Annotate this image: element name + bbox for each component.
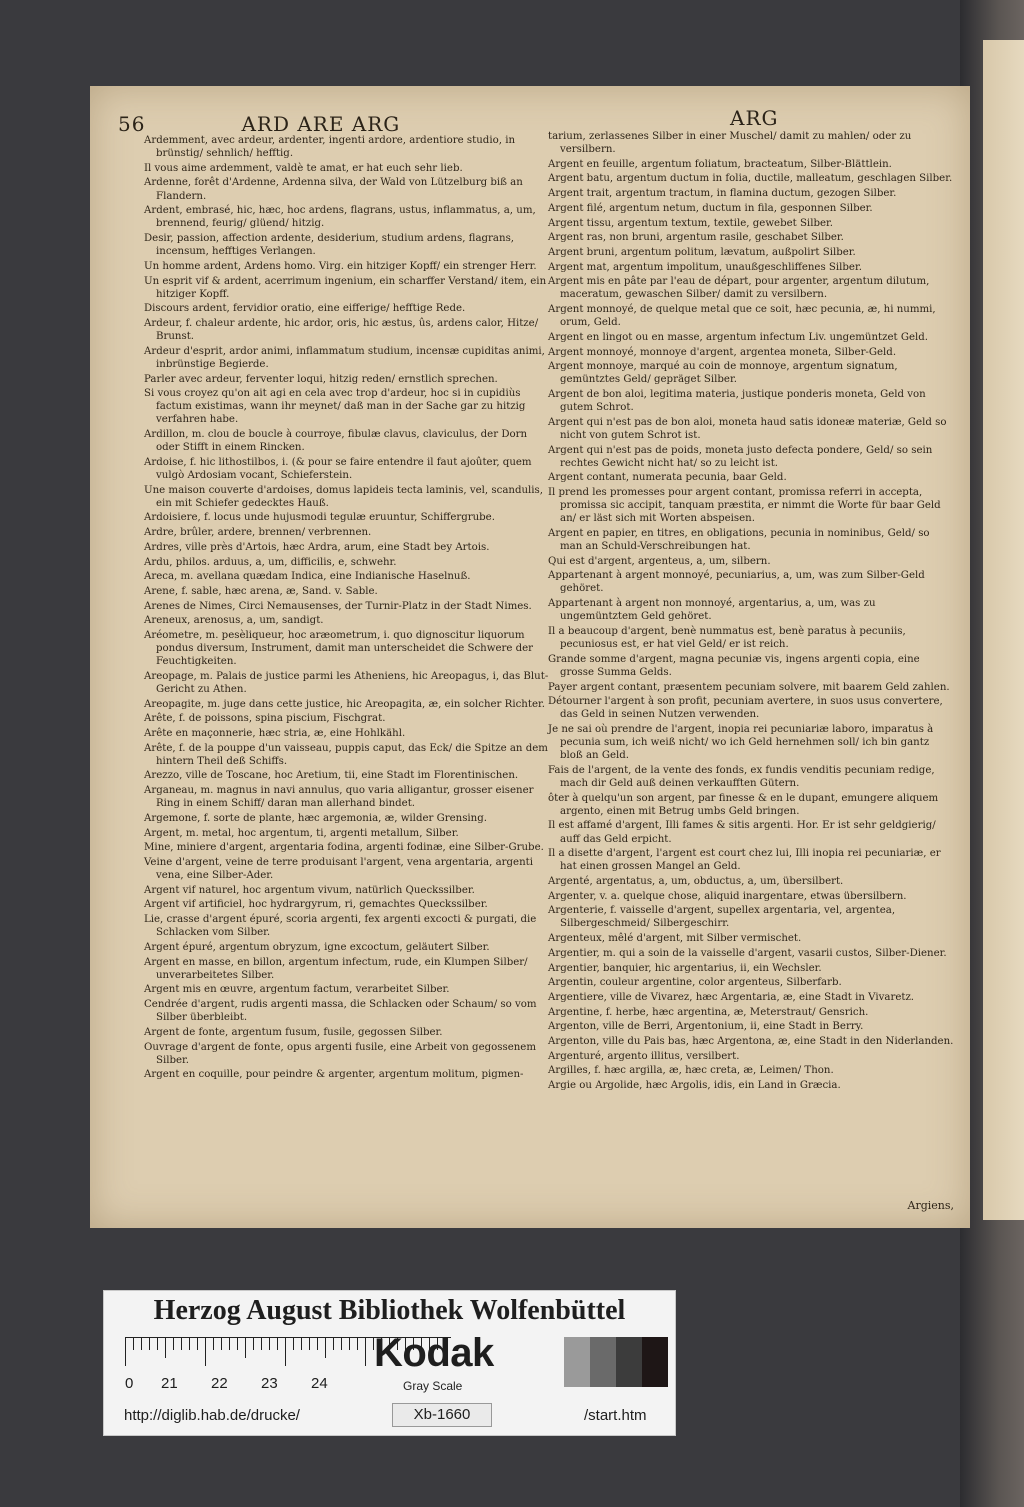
- dictionary-entry: Lie, crasse d'argent épuré, scoria argenti, fex argenti excocti & purgati, die Schlacken vom Silber.: [144, 914, 537, 939]
- dictionary-entry: Ardres, ville près d'Artois, hæc Ardra, arum, eine Stadt bey Artois.: [144, 541, 490, 553]
- ruler-tick: [189, 1338, 190, 1350]
- dictionary-entry: Areopagite, m. juge dans cette justice, hic Areopagita, æ, ein solcher Richter.: [144, 698, 545, 710]
- ruler-tick: [157, 1338, 158, 1350]
- dictionary-entry: Je ne sai où prendre de l'argent, inopia rei pecuniariæ laboro, imparatus à pecunia sum, ich weiß nicht/ wo ich Geld hernehmen soll/ ich bin gantz bloß an Geld.: [548, 723, 934, 762]
- ruler-label: 21: [161, 1375, 178, 1392]
- ruler-label: 0: [125, 1375, 134, 1392]
- ruler-tick: [365, 1338, 366, 1366]
- dictionary-entry: Ardu, philos. arduus, a, um, difficilis, e, schwehr.: [144, 556, 397, 568]
- dictionary-entry: Ouvrage d'argent de fonte, opus argenti fusile, eine Arbeit von gegossenem Silber.: [144, 1041, 536, 1066]
- ruler-tick: [245, 1338, 246, 1358]
- dictionary-entry: Ardenne, forêt d'Ardenne, Ardenna silva, der Wald von Lützelburg biß an Flandern.: [144, 177, 523, 202]
- ruler-tick: [181, 1338, 182, 1350]
- dictionary-entry: Argenton, ville de Berri, Argentonium, ii, eine Stadt in Berry.: [548, 1021, 864, 1033]
- ruler-tick: [237, 1338, 238, 1350]
- dictionary-entry: Argenturé, argento illitus, versilbert.: [548, 1050, 740, 1062]
- dictionary-entry: Arezzo, ville de Toscane, hoc Aretium, tii, eine Stadt im Florentinischen.: [144, 770, 519, 782]
- ruler-tick: [349, 1338, 350, 1350]
- dictionary-entry: Argent filé, argentum netum, ductum in fila, gesponnen Silber.: [548, 202, 873, 214]
- dictionary-entry: Areca, m. avellana quædam Indica, eine Indianische Haselnuß.: [144, 571, 471, 583]
- dictionary-entry: Argent tissu, argentum textum, textile, gewebet Silber.: [548, 217, 833, 229]
- dictionary-entry: Arête en maçonnerie, hæc stria, æ, eine Hohlkähl.: [144, 727, 406, 739]
- dictionary-entry: Parler avec ardeur, ferventer loqui, hitzig reden/ ernstlich sprechen.: [144, 373, 498, 385]
- ruler-tick: [277, 1338, 278, 1350]
- dictionary-entry: Aréometre, m. pesèliqueur, hoc aræometrum, i. quo dignoscitur liquorum pondus diversum, Instrument, damit man unterscheidet die Schwere der Feuchtigkeiten.: [144, 629, 534, 668]
- dictionary-entry: Cendrée d'argent, rudis argenti massa, die Schlacken oder Schaum/ so vom Silber überbleibt.: [144, 999, 537, 1024]
- dictionary-entry: Argent monnoyé, de quelque metal que ce soit, hæc pecunia, æ, hi nummi, orum, Geld.: [548, 304, 936, 329]
- dictionary-entry: Argilles, f. hæc argilla, æ, hæc creta, æ, Leimen/ Thon.: [548, 1065, 834, 1077]
- dictionary-entry: Il vous aime ardemment, valdè te amat, er hat euch sehr lieb.: [144, 162, 463, 174]
- dictionary-entry: Argent en papier, en titres, en obligations, pecunia in nominibus, Geld/ so man an Schuld-Verschreibungen hat.: [548, 527, 930, 552]
- dictionary-entry: Argent épuré, argentum obryzum, igne excoctum, geläutert Silber.: [144, 941, 490, 953]
- dictionary-entry: Argenton, ville du Pais bas, hæc Argentona, æ, eine Stadt in den Niderlanden.: [548, 1035, 954, 1047]
- dictionary-entry: Argentiere, ville de Vivarez, hæc Argentaria, æ, eine Stadt in Vivaretz.: [548, 991, 915, 1003]
- dictionary-entry: Argent de fonte, argentum fusum, fusile, gegossen Silber.: [144, 1026, 443, 1038]
- dictionary-entry: Ardent, embrasé, hic, hæc, hoc ardens, flagrans, ustus, inflammatus, a, um, brennend, feurig/ glüend/ hitzig.: [144, 205, 536, 230]
- ruler-label: 22: [211, 1375, 228, 1392]
- ruler-tick: [173, 1338, 174, 1350]
- dictionary-entry: Arête, f. de poissons, spina piscium, Fischgrat.: [144, 713, 386, 725]
- dictionary-entry: Argent mis en œuvre, argentum factum, verarbeitet Silber.: [144, 984, 450, 996]
- dictionary-entry: Areneux, arenosus, a, um, sandigt.: [144, 615, 324, 627]
- ruler-tick: [165, 1338, 166, 1358]
- dictionary-entry: Un esprit vif & ardent, acerrimum ingenium, ein scharffer Verstand/ item, ein hitziger Kopff.: [144, 275, 547, 300]
- ruler-label: 24: [311, 1375, 328, 1392]
- adjacent-page-edge: [983, 40, 1024, 1220]
- gray-scale-label: Gray Scale: [403, 1379, 463, 1393]
- kodak-color-target: [103, 1290, 676, 1436]
- dictionary-entry: ôter à quelqu'un son argent, par finesse & en le dupant, emungere aliquem argento, einen mit Betrug umbs Geld bringen.: [548, 792, 939, 817]
- dictionary-entry: Argent en masse, en billon, argentum infectum, rude, ein Klumpen Silber/ unverarbeitetes Silber.: [144, 956, 528, 981]
- dictionary-entry: Ardoise, f. hic lithostilbos, i. (& pour se faire entendre il faut ajoûter, quem vulgò Ardosiam vocant, Schieferstein.: [144, 456, 532, 481]
- dictionary-entry: Discours ardent, fervidior oratio, eine eifferige/ hefftige Rede.: [144, 303, 466, 315]
- ruler-tick: [333, 1338, 334, 1350]
- ruler-tick: [261, 1338, 262, 1350]
- ruler-tick: [205, 1338, 206, 1366]
- head-left-text: ARD ARE ARG: [241, 112, 401, 136]
- book-page: [90, 86, 970, 1228]
- dictionary-entry: Argent vif naturel, hoc argentum vivum, natürlich Queckssilber.: [144, 884, 475, 896]
- kodak-logo: Kodak: [374, 1331, 494, 1375]
- dictionary-entry: Argentine, f. herbe, hæc argentina, æ, Meterstraut/ Gensrich.: [548, 1006, 869, 1018]
- dictionary-entry: Argentier, m. qui a soin de la vaisselle d'argent, vasarii custos, Silber-Diener.: [548, 947, 947, 959]
- dictionary-entry: Payer argent contant, præsentem pecuniam solvere, mit baarem Geld zahlen.: [548, 681, 950, 693]
- ruler-tick: [317, 1338, 318, 1350]
- dictionary-entry: Ardoisiere, f. locus unde hujusmodi tegulæ eruuntur, Schiffergrube.: [144, 512, 495, 524]
- dictionary-entry: Détourner l'argent à son profit, pecuniam avertere, in suos usus convertere, das Geld in seinen Nutzen verwenden.: [548, 696, 943, 721]
- dictionary-entry: Argenter, v. a. quelque chose, aliquid inargentare, etwas übersilbern.: [548, 890, 907, 902]
- dictionary-entry: Areopage, m. Palais de justice parmi les Atheniens, hic Areopagus, i, das Blut-Gericht zu Athen.: [144, 670, 549, 695]
- dictionary-entry: Une maison couverte d'ardoises, domus lapideis tecta laminis, vel, scandulis, ein mit Schiefer gedecktes Hauß.: [144, 484, 544, 509]
- dictionary-entry: Argent en coquille, pour peindre & argenter, argentum molitum, pigmen-: [144, 1069, 524, 1081]
- dictionary-entry: Un homme ardent, Ardens homo. Virg. ein hitziger Kopff/ ein strenger Herr.: [144, 260, 537, 272]
- gray-swatches: [564, 1337, 668, 1387]
- dictionary-entry: Il est affamé d'argent, Illi fames & sitis argenti. Hor. Er ist sehr geldgierig/ auff das Geld erpicht.: [548, 820, 936, 845]
- dictionary-entry: Grande somme d'argent, magna pecuniæ vis, ingens argenti copia, eine grosse Summa Gelds.: [548, 653, 920, 678]
- ruler-tick: [293, 1338, 294, 1350]
- ruler-tick: [133, 1338, 134, 1350]
- ruler-tick: [213, 1338, 214, 1350]
- ruler-tick: [221, 1338, 222, 1350]
- ruler-tick: [357, 1338, 358, 1350]
- dictionary-entry: Argentier, banquier, hic argentarius, ii, ein Wechsler.: [548, 962, 822, 974]
- gray-swatch: [616, 1337, 642, 1387]
- dictionary-entry: Argie ou Argolide, hæc Argolis, idis, ein Land in Græcia.: [548, 1080, 841, 1091]
- dictionary-entry: Argent, m. metal, hoc argentum, ti, argenti metallum, Silber.: [144, 827, 459, 839]
- dictionary-entry: Argent bruni, argentum politum, lævatum, außpolirt Silber.: [548, 246, 856, 258]
- dictionary-entry: Veine d'argent, veine de terre produisant l'argent, vena argentaria, argenti vena, eine Silber-Ader.: [144, 856, 533, 882]
- dictionary-entry: Argenterie, f. vaisselle d'argent, supellex argentaria, vel, argentea, Silbergeschmeid/ Silbergeschirr.: [548, 905, 896, 930]
- dictionary-entry: Il a disette d'argent, l'argent est court chez lui, Illi inopia rei pecuniariæ, er hat einen grossen Mangel an Geld.: [548, 848, 941, 873]
- ruler-tick: [197, 1338, 198, 1350]
- dictionary-entry: Argent monnoye, marqué au coin de monnoye, argentum signatum, gemüntztes Geld/ gepräget Silber.: [548, 361, 898, 386]
- running-head-right: ARG: [730, 106, 779, 130]
- gray-swatch: [564, 1337, 590, 1387]
- dictionary-entry: Ardemment, avec ardeur, ardenter, ingenti ardore, ardentiore studio, in brünstig/ sehnlich/ hefftig.: [144, 135, 516, 160]
- dictionary-entry: Argenté, argentatus, a, um, obductus, a, um, übersilbert.: [548, 875, 844, 887]
- running-head-left: [118, 112, 400, 136]
- dictionary-entry: Argenteux, mêlé d'argent, mit Silber vermischet.: [548, 933, 802, 945]
- ruler-tick: [309, 1338, 310, 1350]
- dictionary-entry: Argent monnoyé, monnoye d'argent, argentea moneta, Silber-Geld.: [548, 346, 897, 358]
- ruler-tick: [141, 1338, 142, 1350]
- library-title: Herzog August Bibliothek Wolfenbüttel: [153, 1295, 626, 1326]
- dictionary-entry: Qui est d'argent, argenteus, a, um, silbern.: [548, 555, 771, 567]
- dictionary-entry: Argent trait, argentum tractum, in flamina ductum, gezogen Silber.: [548, 188, 897, 200]
- dictionary-entry: Fais de l'argent, de la vente des fonds, ex fundis venditis pecuniam redige, mach dir Geld auß deinen verkaufften Gütern.: [548, 764, 935, 789]
- ruler-tick: [149, 1338, 150, 1350]
- dictionary-entry: Appartenant à argent monnoyé, pecuniarius, a, um, was zum Silber-Geld gehöret.: [548, 570, 925, 595]
- dictionary-entry: Argent qui n'est pas de poids, moneta justo defecta pondere, Geld/ so sein rechtes Gewicht nicht hat/ so zu leicht ist.: [548, 444, 933, 469]
- dictionary-entry: Argent qui n'est pas de bon aloi, moneta haud satis idoneæ materiæ, Geld so nicht von gutem Schrot ist.: [548, 416, 947, 441]
- ruler-tick: [253, 1338, 254, 1350]
- dictionary-entry: Il a beaucoup d'argent, benè nummatus est, benè paratus à pecuniis, pecuniosus est, er hat viel Geld/ er ist reich.: [548, 625, 906, 651]
- dictionary-entry: Arene, f. sable, hæc arena, æ, Sand. v. Sable.: [144, 585, 378, 597]
- dictionary-entry: Ardre, brûler, ardere, brennen/ verbrennen.: [144, 527, 372, 539]
- gray-swatch: [642, 1337, 668, 1387]
- dictionary-entry: Argent vif artificiel, hoc hydrargyrum, ri, gemachtes Queckssilber.: [144, 899, 488, 911]
- ruler-tick: [341, 1338, 342, 1350]
- dictionary-entry: Desir, passion, affection ardente, desiderium, studium ardens, flagrans, incensum, hefftiges Verlangen.: [144, 233, 515, 258]
- dictionary-entry: Arête, f. de la pouppe d'un vaisseau, puppis caput, das Eck/ die Spitze an dem hintern Theil deß Schiffs.: [144, 742, 548, 767]
- folio-number: 56: [118, 112, 146, 136]
- dictionary-entry: Appartenant à argent non monnoyé, argentarius, a, um, was zu ungemüntztem Geld gehöret.: [548, 598, 876, 623]
- ruler-label: 23: [261, 1375, 278, 1392]
- dictionary-entry: Argent ras, non bruni, argentum rasile, geschabet Silber.: [548, 232, 844, 244]
- dictionary-entry: tarium, zerlassenes Silber in einer Muschel/ damit zu mahlen/ oder zu versilbern.: [548, 131, 912, 156]
- dictionary-entry: Argent contant, numerata pecunia, baar Geld.: [548, 472, 787, 484]
- ruler-tick: [301, 1338, 302, 1350]
- ruler-tick: [269, 1338, 270, 1350]
- dictionary-entry: Mine, miniere d'argent, argentaria fodina, argenti fodinæ, eine Silber-Grube.: [144, 842, 544, 854]
- ruler-tick: [285, 1338, 286, 1366]
- ruler-tick: [125, 1338, 126, 1366]
- ruler-tick: [229, 1338, 230, 1350]
- url-right: /start.htm: [584, 1407, 647, 1424]
- dictionary-entry: Ardillon, m. clou de boucle à courroye, fibulæ clavus, claviculus, der Dorn oder Stifft in einem Rincken.: [144, 429, 528, 454]
- dictionary-entry: Argent de bon aloi, legitima materia, justique ponderis moneta, Geld von gutem Schrot.: [548, 389, 926, 414]
- left-column: [144, 134, 550, 1083]
- dictionary-entry: Argent mis en pâte par l'eau de départ, pour argenter, argentum dilutum, maceratum, gewaschen Silber/ damit zu versilbern.: [548, 276, 930, 301]
- url-left: http://diglib.hab.de/drucke/: [124, 1407, 300, 1424]
- dictionary-entry: Si vous croyez qu'on ait agi en cela avec trop d'ardeur, hoc si in cupidiùs factum existimas, wann ihr meynet/ daß man in der Sache gar zu hitzig verfahren habe.: [144, 388, 526, 426]
- ruler-tick: [325, 1338, 326, 1358]
- dictionary-entry: Arenes de Nimes, Circi Nemausenses, der Turnir-Platz in der Stadt Nimes.: [144, 600, 532, 612]
- shelfmark: Xb-1660: [392, 1403, 492, 1427]
- dictionary-entry: Ardeur, f. chaleur ardente, hic ardor, oris, hic æstus, ûs, ardens calor, Hitze/ Brunst.: [144, 317, 539, 343]
- dictionary-entry: Arganeau, m. magnus in navi annulus, quo varia alligantur, grosser eisener Ring in einem Schiff/ daran man allerhand bindet.: [144, 785, 534, 810]
- dictionary-entry: Argent en feuille, argentum foliatum, bracteatum, Silber-Blättlein.: [548, 158, 892, 170]
- dictionary-entry: Argentin, couleur argentine, color argenteus, Silberfarb.: [548, 977, 842, 989]
- catchword: Argiens,: [907, 1199, 954, 1212]
- dictionary-entry: Il prend les promesses pour argent contant, promissa referri in accepta, promissa sic accipit, tanquam præstita, er nimmt die Worte für baar Geld an/ er läst sich mit Worten abspeisen.: [548, 487, 941, 525]
- dictionary-entry: Argent mat, argentum impolitum, unaußgeschliffenes Silber.: [548, 261, 862, 273]
- dictionary-entry: Argent batu, argentum ductum in folia, ductile, malleatum, geschlagen Silber.: [548, 173, 953, 185]
- dictionary-entry: Argent en lingot ou en masse, argentum infectum Liv. ungemüntzet Geld.: [548, 331, 929, 343]
- right-column: [548, 130, 954, 1094]
- dictionary-entry: Ardeur d'esprit, ardor animi, inflammatum studium, incensæ cupiditas animi, inbrünstige Begierde.: [144, 345, 545, 370]
- gray-swatch: [590, 1337, 616, 1387]
- dictionary-entry: Argemone, f. sorte de plante, hæc argemonia, æ, wilder Grensing.: [144, 812, 488, 824]
